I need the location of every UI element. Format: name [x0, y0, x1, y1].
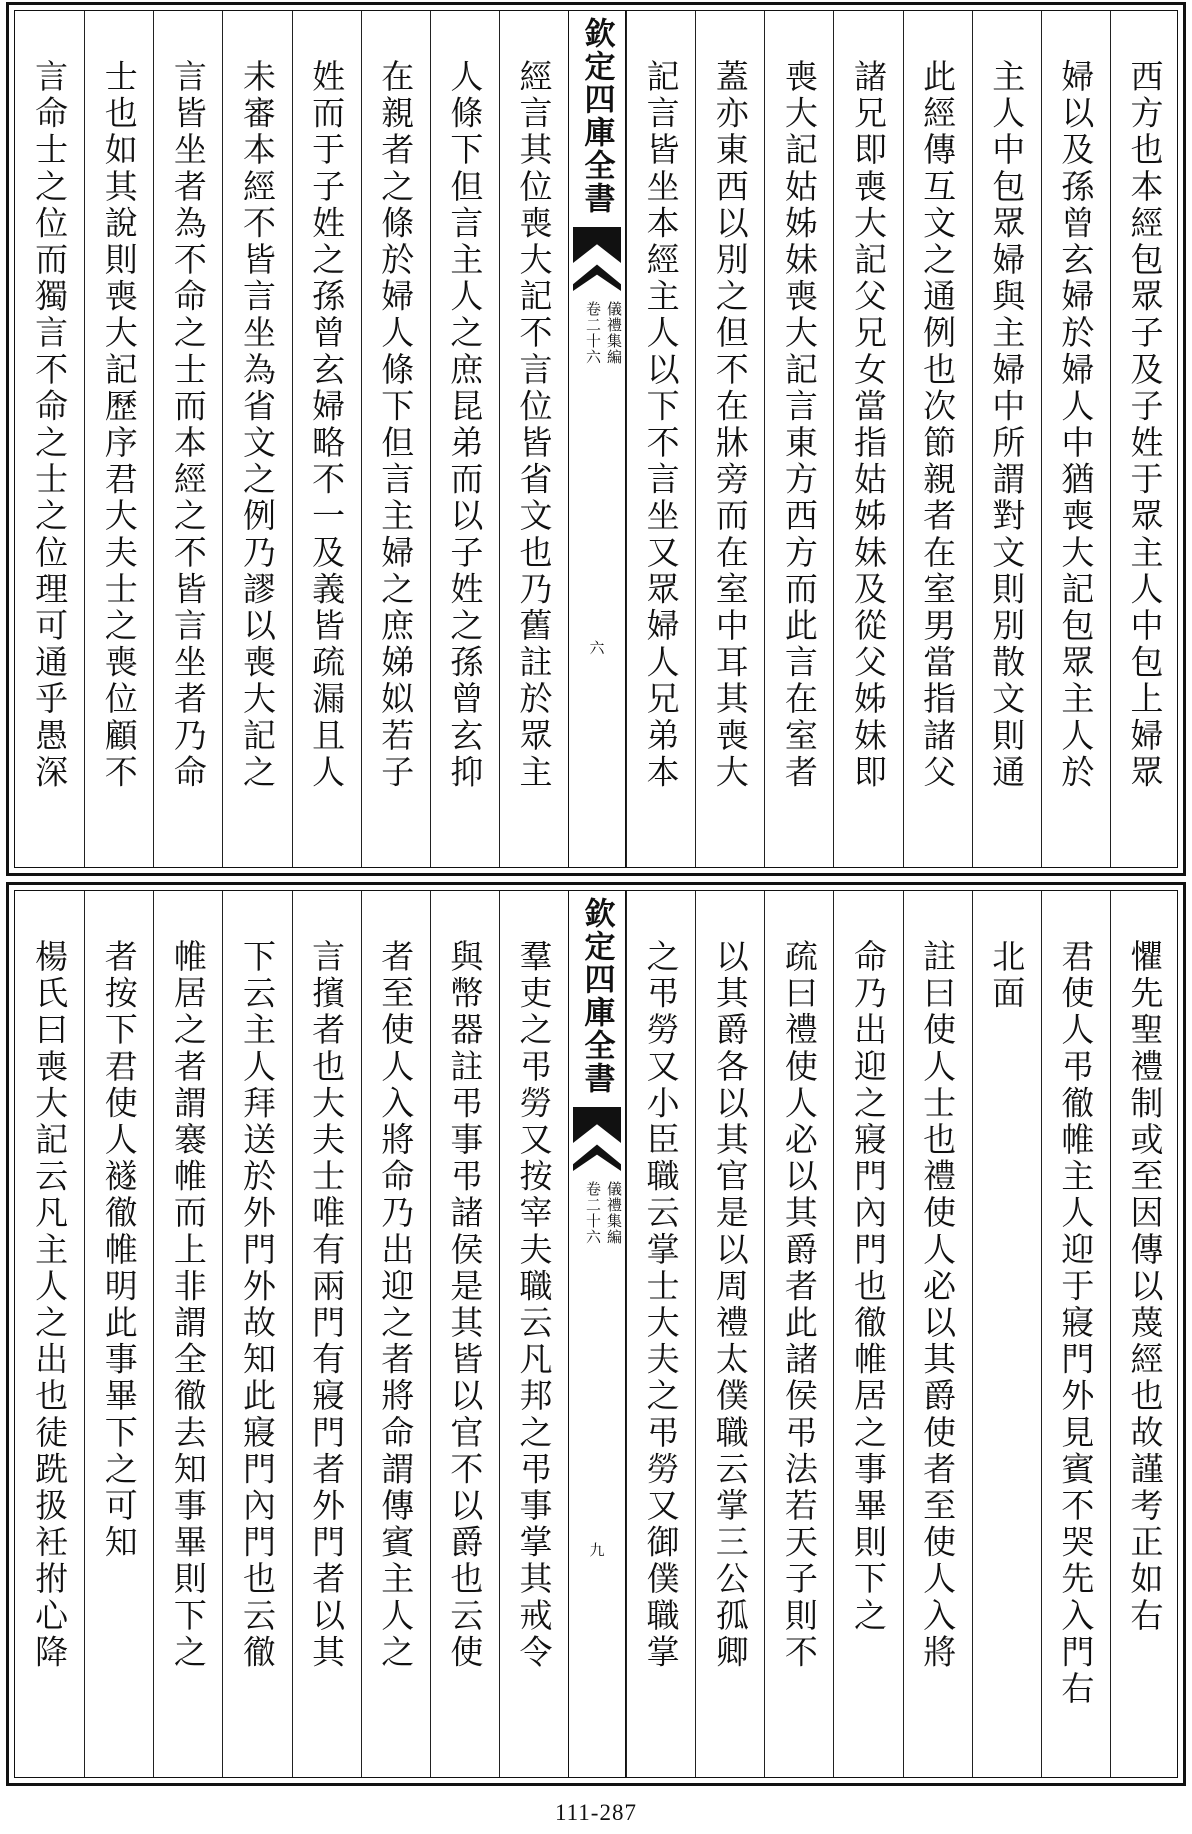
- lower-text-column: 之弔勞又小臣職云掌士大夫之弔勞又御僕職掌: [626, 891, 695, 1777]
- upper-text-column: 婦以及孫曾玄婦於婦人中猶喪大記包眾主人於: [1041, 11, 1110, 867]
- lower-text-column: 北面: [972, 891, 1041, 1777]
- upper-text-column: 言命士之位而獨言不命之士之位理可通乎愚深: [30, 59, 70, 791]
- lower-collection-title: 欽定四庫全書: [578, 897, 615, 1095]
- lower-leaf-number: 九: [589, 1541, 605, 1560]
- lower-text-column: 與幣器註弔事弔諸侯是其皆以官不以爵也云使: [430, 891, 499, 1777]
- lower-page-frame: [14, 890, 1178, 1778]
- lower-text-column: 羣吏之弔勞又按宰夫職云凡邦之弔事掌其戒令: [499, 891, 568, 1777]
- upper-leaf-number: 六: [589, 639, 605, 658]
- lower-text-column: 下云主人拜送於外門外故知此寢門內門也云徹: [222, 891, 291, 1777]
- lower-text-column: 楊氏曰喪大記云凡主人之出也徒跣扱衽拊心降: [30, 939, 70, 1671]
- lower-text-column: 者按下君使人襚徹帷明此事畢下之可知: [84, 891, 153, 1777]
- page-reference-number: 111-287: [555, 1800, 637, 1825]
- upper-text-column: 蓋亦東西以別之但不在牀旁而在室中耳其喪大: [695, 11, 764, 867]
- lower-text-column: 以其爵各以其官是以周禮太僕職云掌三公孤卿: [695, 891, 764, 1777]
- upper-title-band: [568, 11, 626, 867]
- upper-text-column: 喪大記姑姊妹喪大記言東方西方而此言在室者: [764, 11, 833, 867]
- upper-text-column: 人條下但言主人之庶昆弟而以子姓之孫曾玄抑: [430, 11, 499, 867]
- lower-volume-number: 卷二十六: [584, 1181, 602, 1245]
- lower-text-column: 言擯者也大夫士唯有兩門有寢門者外門者以其: [292, 891, 361, 1777]
- lower-book-title: 儀禮集編: [605, 1181, 623, 1245]
- lower-text-column: 註曰使人士也禮使人必以其爵使者至使人入將: [903, 891, 972, 1777]
- lower-text-column: 君使人弔徹帷主人迎于寢門外見賓不哭先入門右: [1041, 891, 1110, 1777]
- upper-collection-title: 欽定四庫全書: [578, 17, 615, 215]
- lower-text-column: 者至使人入將命乃出迎之者將命謂傳賓主人之: [361, 891, 430, 1777]
- upper-text-column: 經言其位喪大記不言位皆省文也乃舊註於眾主: [499, 11, 568, 867]
- upper-volume-number: 卷二十六: [584, 301, 602, 365]
- upper-page-frame: [14, 10, 1178, 868]
- lower-fishtail-ornament: [573, 1107, 621, 1143]
- upper-fishtail-ornament: [573, 227, 621, 263]
- upper-book-page: [6, 2, 1186, 876]
- upper-text-column: 諸兄即喪大記父兄女當指姑姊妹及從父姊妹即: [833, 11, 902, 867]
- upper-text-column: 姓而于子姓之孫曾玄婦略不一及義皆疏漏且人: [292, 11, 361, 867]
- upper-text-column: 未審本經不皆言坐為省文之例乃謬以喪大記之: [222, 11, 291, 867]
- lower-title-band: [568, 891, 626, 1777]
- upper-text-column: 西方也本經包眾子及子姓于眾主人中包上婦眾: [1110, 11, 1179, 867]
- upper-fishtail-ornament-lower: [573, 257, 621, 291]
- upper-text-column: 記言皆坐本經主人以下不言坐又眾婦人兄弟本: [626, 11, 695, 867]
- upper-text-column: 士也如其說則喪大記歷序君大夫士之喪位顧不: [84, 11, 153, 867]
- lower-text-column: 帷居之者謂褰帷而上非謂全徹去知事畢則下之: [153, 891, 222, 1777]
- lower-text-column: 疏曰禮使人必以其爵者此諸侯弔法若天子則不: [764, 891, 833, 1777]
- upper-text-column: 主人中包眾婦與主婦中所謂對文則別散文則通: [972, 11, 1041, 867]
- lower-text-column: 命乃出迎之寢門內門也徹帷居之事畢則下之: [833, 891, 902, 1777]
- upper-text-column: 在親者之條於婦人條下但言主婦之庶娣姒若子: [361, 11, 430, 867]
- upper-text-column: 言皆坐者為不命之士而本經之不皆言坐者乃命: [153, 11, 222, 867]
- lower-fishtail-ornament-lower: [573, 1137, 621, 1171]
- upper-book-title: 儀禮集編: [605, 301, 623, 365]
- lower-text-column: 懼先聖禮制或至因傳以蔑經也故謹考正如右: [1110, 891, 1179, 1777]
- lower-book-page: [6, 882, 1186, 1786]
- upper-text-column: 此經傳互文之通例也次節親者在室男當指諸父: [903, 11, 972, 867]
